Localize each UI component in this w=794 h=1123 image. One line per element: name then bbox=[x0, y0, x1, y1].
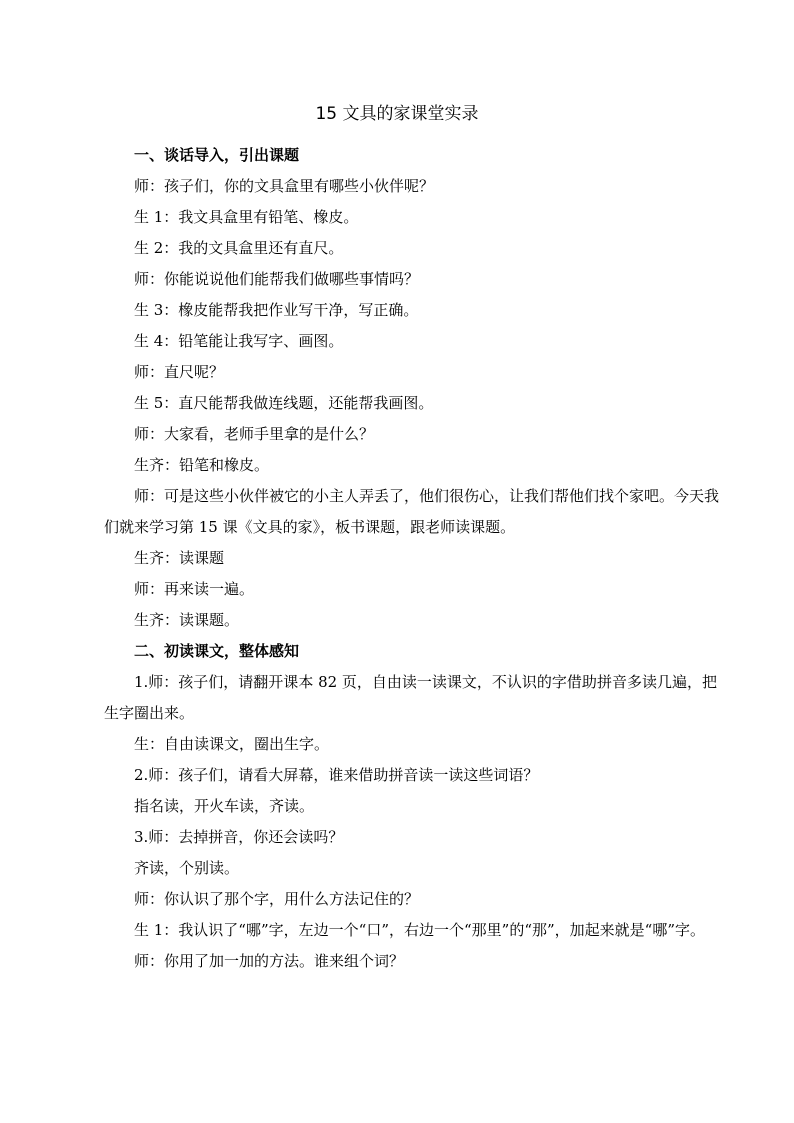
dialogue-line: 师：孩子们，你的文具盒里有哪些小伙伴呢？ bbox=[134, 177, 435, 195]
dialogue-line: 师：你能说说他们能帮我们做哪些事情吗？ bbox=[134, 270, 420, 288]
dialogue-line: 师：你认识了那个字，用什么方法记住的？ bbox=[134, 890, 420, 908]
dialogue-line: 生 1：我文具盒里有铅笔、橡皮。 bbox=[134, 208, 359, 226]
dialogue-line: 生 3：橡皮能帮我把作业写干净，写正确。 bbox=[134, 301, 419, 319]
dialogue-line: 生 2：我的文具盒里还有直尺。 bbox=[134, 239, 344, 257]
dialogue-line: 2.师：孩子们，请看大屏幕，谁来借助拼音读一读这些词语？ bbox=[134, 766, 539, 784]
dialogue-line: 齐读，个别读。 bbox=[134, 859, 240, 877]
dialogue-line: 师：你用了加一加的方法。谁来组个词？ bbox=[134, 952, 405, 970]
dialogue-paragraph: 1.师：孩子们，请翻开课本 82 页，自由读一读课文，不认识的字借助拼音多读几遍，把生字圈出来。 bbox=[104, 673, 717, 722]
dialogue-line: 生齐：读课题 bbox=[134, 549, 225, 567]
dialogue-line: 生齐：读课题。 bbox=[134, 611, 240, 629]
section-heading: 二、初读课文，整体感知 bbox=[134, 642, 300, 660]
dialogue-paragraph: 师：可是这些小伙伴被它的小主人弄丢了，他们很伤心，让我们帮他们找个家吧。今天我们就来学习第 15 课《文具的家》，板书课题，跟老师读课题。 bbox=[104, 487, 720, 536]
dialogue-line: 生 4：铅笔能让我写字、画图。 bbox=[134, 332, 344, 350]
dialogue-line: 师：大家看，老师手里拿的是什么？ bbox=[134, 425, 375, 443]
dialogue-line: 3.师：去掉拼音，你还会读吗？ bbox=[134, 828, 344, 846]
dialogue-line: 生 5：直尺能帮我做连线题，还能帮我画图。 bbox=[134, 394, 434, 412]
dialogue-line: 指名读，开火车读，齐读。 bbox=[134, 797, 315, 815]
dialogue-line: 师：直尺呢？ bbox=[134, 363, 225, 381]
document-body bbox=[104, 140, 724, 977]
dialogue-line: 生齐：铅笔和橡皮。 bbox=[134, 456, 270, 474]
document-title: 15 文具的家课堂实录 bbox=[315, 104, 479, 124]
dialogue-paragraph: 生 1：我认识了“哪”字，左边一个“口”，右边一个“那里”的“那”，加起来就是“哪”字。 bbox=[134, 921, 705, 939]
dialogue-line: 师：再来读一遍。 bbox=[134, 580, 255, 598]
dialogue-line: 生：自由读课文，圈出生字。 bbox=[134, 735, 330, 753]
section-heading: 一、谈话导入，引出课题 bbox=[134, 146, 300, 164]
